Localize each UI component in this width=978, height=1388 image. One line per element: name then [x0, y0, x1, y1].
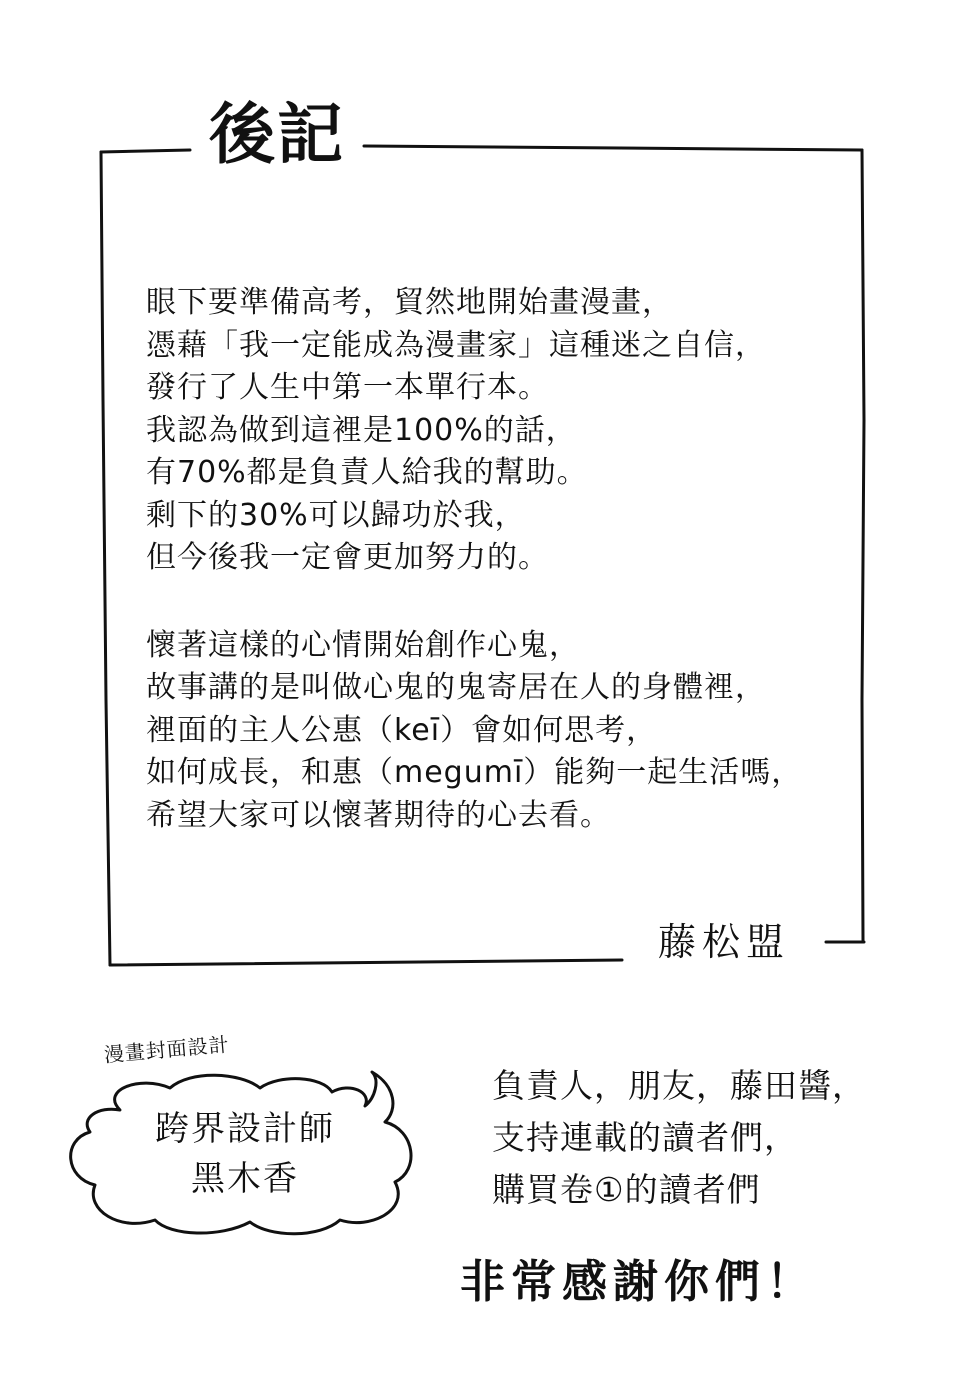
body-line: 發行了人生中第一本單行本。 — [146, 370, 549, 405]
body-line: 剩下的30%可以歸功於我， — [146, 497, 526, 533]
thanks-line: 負責人，朋友，藤田醬， — [492, 1066, 866, 1105]
body-line: 眼下要準備高考，貿然地開始畫漫畫， — [146, 285, 673, 320]
body-line: 裡面的主人公惠（keī）會如何思考， — [146, 712, 658, 748]
body-line: 但今後我一定會更加努力的。 — [146, 540, 549, 575]
thanks-line: 支持連載的讀者們， — [492, 1118, 798, 1157]
body-line: 故事講的是叫做心鬼的鬼寄居在人的身體裡， — [146, 670, 766, 705]
body-line: 如何成長，和惠（megumī）能夠一起生活嗎， — [146, 755, 803, 790]
afterword-body — [146, 282, 846, 837]
page-title: 後記 — [192, 92, 362, 178]
body-line: 憑藉「我一定能成為漫畫家」這種迷之自信， — [146, 327, 766, 363]
body-line: 懷著這樣的心情開始創作心鬼， — [146, 627, 580, 663]
body-line: 我認為做到這裡是100%的話， — [146, 412, 577, 448]
designer-name: 黑木香 — [191, 1159, 299, 1199]
designer-credit — [110, 1104, 380, 1204]
designer-title: 跨界設計師 — [155, 1109, 335, 1149]
paragraph-gap — [146, 580, 846, 625]
thanks-line: 購買卷①的讀者們 — [492, 1170, 761, 1209]
cover-design-label: 漫畫封面設計 — [102, 1032, 231, 1067]
body-line: 有70%都是負責人給我的幫助。 — [146, 455, 588, 490]
author-signature: 藤松盟 — [628, 912, 820, 972]
body-line: 希望大家可以懷著期待的心去看。 — [146, 797, 611, 833]
thanks-list — [492, 1060, 932, 1216]
thank-you-closing: 非常感謝你們！ — [460, 1255, 818, 1308]
